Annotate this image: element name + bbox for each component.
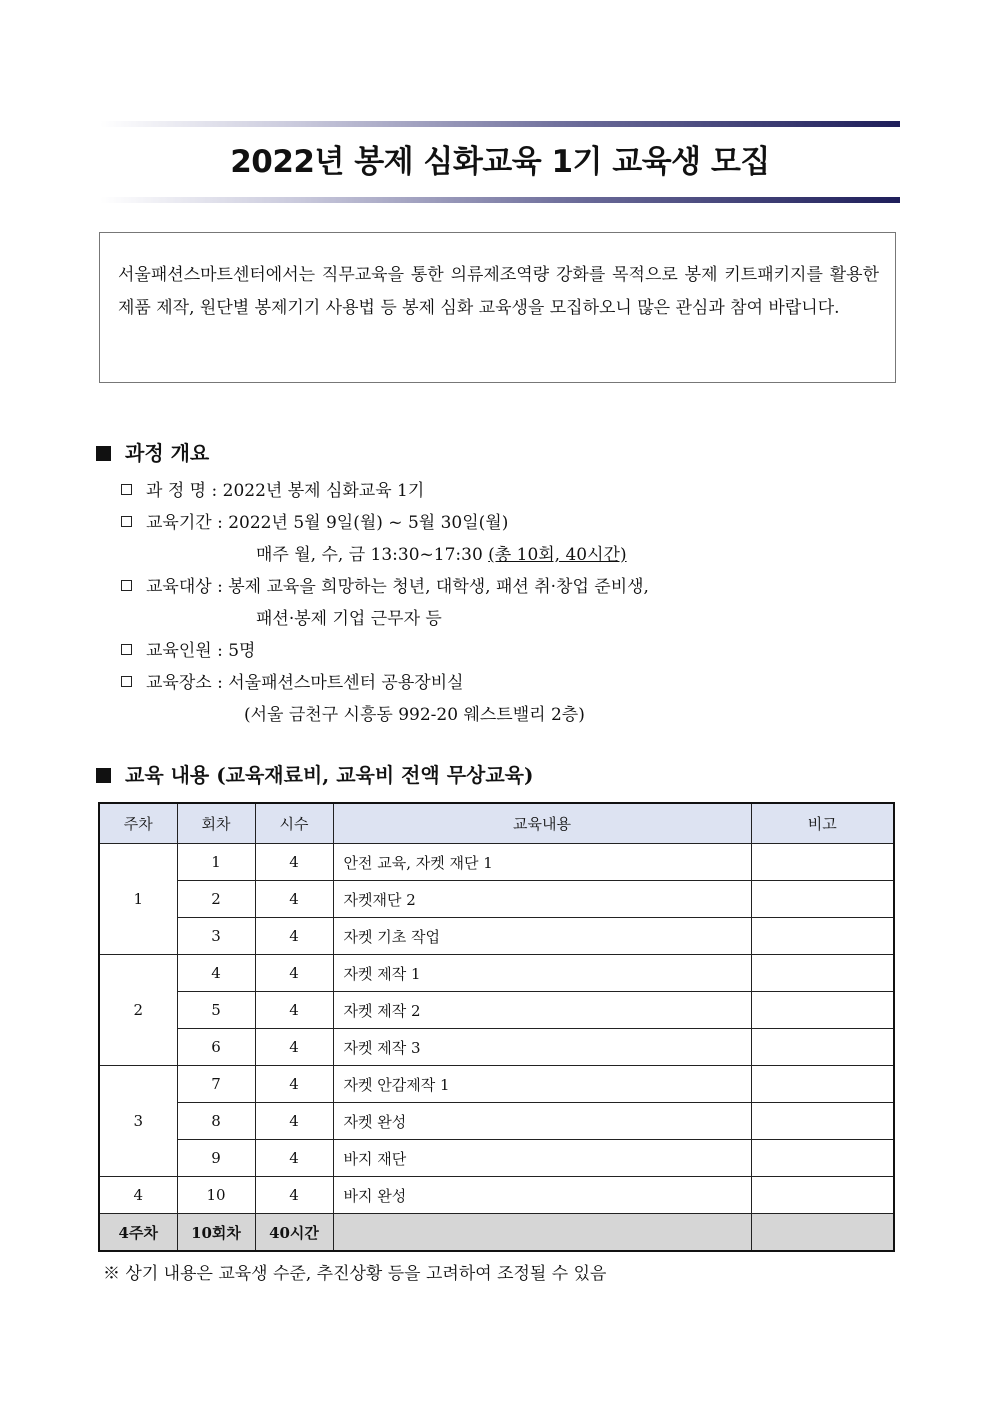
table-row (99, 881, 894, 918)
square-bullet-icon (96, 446, 111, 461)
hours-cell: 4 (255, 955, 333, 992)
content-cell: 자켓 완성 (333, 1103, 751, 1140)
table-row (99, 955, 894, 992)
header-session: 회차 (177, 803, 255, 844)
section-overview (96, 437, 209, 466)
session-cell: 3 (177, 918, 255, 955)
note-cell (751, 918, 894, 955)
square-bullet-icon (96, 768, 111, 783)
page-title: 2022년 봉제 심화교육 1기 교육생 모집 (230, 144, 770, 180)
session-cell: 6 (177, 1029, 255, 1066)
content-cell: 안전 교육, 자켓 재단 1 (333, 844, 751, 881)
header-note: 비고 (751, 803, 894, 844)
target-row (121, 572, 649, 597)
section-curriculum-heading: 교육 내용 (교육재료비, 교육비 전액 무상교육) (125, 763, 534, 787)
total-note-empty (751, 1214, 894, 1252)
period-row (121, 508, 508, 533)
header-week: 주차 (99, 803, 177, 844)
hours-cell: 4 (255, 918, 333, 955)
period-value: 2022년 5월 9일(월) ~ 5월 30일(월) (228, 513, 509, 533)
hours-cell: 4 (255, 1103, 333, 1140)
hours-cell: 4 (255, 844, 333, 881)
content-cell: 자켓 제작 1 (333, 955, 751, 992)
note-cell (751, 992, 894, 1029)
hours-cell: 4 (255, 1066, 333, 1103)
content-cell: 자켓 제작 3 (333, 1029, 751, 1066)
content-cell: 자켓 안감제작 1 (333, 1066, 751, 1103)
title-rule-top (100, 121, 900, 127)
venue-value: 서울패션스마트센터 공용장비실 (228, 673, 464, 693)
content-cell: 자켓재단 2 (333, 881, 751, 918)
checkbox-bullet-icon (121, 484, 132, 495)
session-cell: 10 (177, 1177, 255, 1214)
note-cell (751, 881, 894, 918)
session-cell: 4 (177, 955, 255, 992)
target-line1: 봉제 교육을 희망하는 청년, 대학생, 패션 취·창업 준비생, (228, 577, 649, 597)
section-overview-heading: 과정 개요 (125, 441, 210, 465)
hours-cell: 4 (255, 1177, 333, 1214)
capacity-row (121, 636, 255, 661)
note-cell (751, 1177, 894, 1214)
note-cell (751, 1029, 894, 1066)
schedule-value: 매주 월, 수, 금 13:30~17:30 (256, 545, 483, 565)
total-content-empty (333, 1214, 751, 1252)
content-cell: 자켓 기초 작업 (333, 918, 751, 955)
content-cell: 자켓 제작 2 (333, 992, 751, 1029)
session-cell: 7 (177, 1066, 255, 1103)
checkbox-bullet-icon (121, 644, 132, 655)
table-row (99, 992, 894, 1029)
content-cell: 바지 완성 (333, 1177, 751, 1214)
venue-row (121, 668, 464, 693)
capacity-label: 교육인원 : (146, 641, 223, 661)
content-cell: 바지 재단 (333, 1140, 751, 1177)
table-total-row (99, 1214, 894, 1252)
table-row (99, 1029, 894, 1066)
note-cell (751, 1140, 894, 1177)
table-header-row (99, 803, 894, 844)
session-cell: 9 (177, 1140, 255, 1177)
title-rule-bottom (100, 197, 900, 203)
note-cell (751, 1066, 894, 1103)
table-row (99, 1140, 894, 1177)
session-cell: 1 (177, 844, 255, 881)
checkbox-bullet-icon (121, 516, 132, 527)
table-row (99, 1066, 894, 1103)
curriculum-table (98, 802, 895, 1252)
schedule-row (256, 540, 627, 565)
hours-cell: 4 (255, 992, 333, 1029)
schedule-total: (총 10회, 40시간) (488, 545, 627, 565)
week-cell: 2 (99, 955, 177, 1066)
venue-address: (서울 금천구 시흥동 992-20 웨스트밸리 2층) (244, 705, 585, 725)
week-cell: 1 (99, 844, 177, 955)
hours-cell: 4 (255, 881, 333, 918)
session-cell: 2 (177, 881, 255, 918)
course-name-row (121, 476, 424, 501)
total-hours: 40시간 (255, 1214, 333, 1252)
venue-address-row (244, 700, 585, 725)
table-row (99, 918, 894, 955)
total-sessions: 10회차 (177, 1214, 255, 1252)
hours-cell: 4 (255, 1140, 333, 1177)
week-cell: 4 (99, 1177, 177, 1214)
table-row (99, 1177, 894, 1214)
course-name-value: 2022년 봉제 심화교육 1기 (222, 481, 425, 501)
checkbox-bullet-icon (121, 580, 132, 591)
table-row (99, 1103, 894, 1140)
note-cell (751, 955, 894, 992)
section-curriculum (96, 759, 533, 788)
hours-cell: 4 (255, 1029, 333, 1066)
target-line2: 패션·봉제 기업 근무자 등 (256, 609, 442, 629)
period-label: 교육기간 : (146, 513, 223, 533)
venue-label: 교육장소 : (146, 673, 223, 693)
target-label: 교육대상 : (146, 577, 223, 597)
note-cell (751, 844, 894, 881)
course-name-label: 과 정 명 : (146, 481, 218, 501)
header-hours: 시수 (255, 803, 333, 844)
session-cell: 5 (177, 992, 255, 1029)
target-row-2 (256, 604, 442, 629)
week-cell: 3 (99, 1066, 177, 1177)
total-weeks: 4주차 (99, 1214, 177, 1252)
intro-box: 서울패션스마트센터에서는 직무교육을 통한 의류제조역량 강화를 목적으로 봉제 키트패키지를 활용한 제품 제작, 원단별 봉제기기 사용법 등 봉제 심화 교육생을 모집하오니 많은 관심과 참여 바랍니다. (99, 232, 896, 383)
note-cell (751, 1103, 894, 1140)
footnote: ※ 상기 내용은 교육생 수준, 추진상황 등을 고려하여 조정될 수 있음 (103, 1264, 607, 1284)
header-content: 교육내용 (333, 803, 751, 844)
table-row (99, 844, 894, 881)
checkbox-bullet-icon (121, 676, 132, 687)
session-cell: 8 (177, 1103, 255, 1140)
capacity-value: 5명 (228, 641, 256, 661)
